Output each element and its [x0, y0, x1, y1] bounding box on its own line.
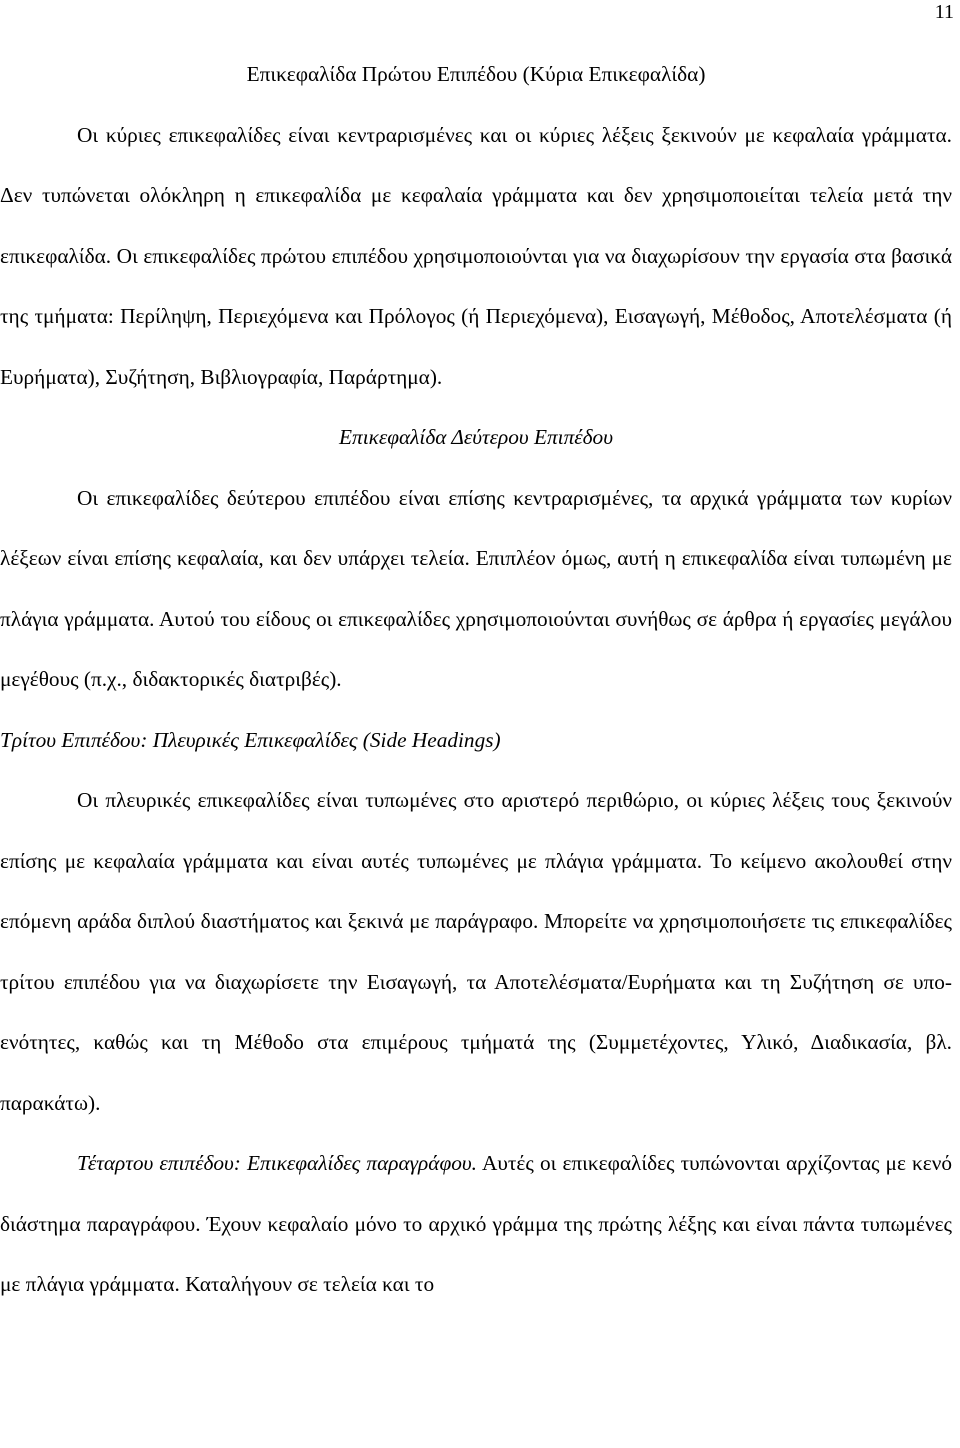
heading-level-1-paragraph: Οι κύριες επικεφαλίδες είναι κεντραρισμένες και οι κύριες λέξεις ξεκινούν με κεφαλαία γράμματα. Δεν τυπώνεται ολόκληρη η επικεφαλίδα με κεφαλαία γράμματα και δεν χρησιμοποιείται τελεία μετά την επικεφαλίδα. Οι επικεφαλίδες πρώτου επιπέδου χρησιμοποιούνται για να διαχωρίσουν την εργασία στα βασικά της τμήματα: Περίληψη, Περιεχόμενα και Πρόλογος (ή Περιεχόμενα), Εισαγωγή, Μέθοδος, Αποτελέσματα (ή Ευρήματα), Συζήτηση, Βιβλιογραφία, Παράρτημα). [0, 122, 952, 389]
page-number: 11 [934, 1, 954, 23]
heading-level-2-title: Επικεφαλίδα Δεύτερου Επιπέδου [339, 425, 613, 449]
heading-level-3-paragraph: Οι πλευρικές επικεφαλίδες είναι τυπωμένες στο αριστερό περιθώριο, οι κύριες λέξεις τους ξεκινούν επίσης με κεφαλαία γράμματα και είναι αυτές τυπωμένες με πλάγια γράμματα. Το κείμενο ακολουθεί στην επόμενη αράδα διπλού διαστήματος και ξεκινά με παράγραφο. Μπορείτε να χρησιμοποιήσετε τις επικεφαλίδες τρίτου επιπέδου για να διαχωρίσετε την Εισαγωγή, τα Αποτελέσματα/Ευρήματα και τη Συζήτηση σε υπο-ενότητες, καθώς και τη Μέθοδο στα επιμέρους τμήματά της (Συμμετέχοντες, Υλικό, Διαδικασία, βλ. παρακάτω). [0, 788, 952, 1115]
heading-level-2-paragraph: Οι επικεφαλίδες δεύτερου επιπέδου είναι επίσης κεντραρισμένες, τα αρχικά γράμματα των κυρίων λέξεων είναι επίσης κεφαλαία, και δεν υπάρχει τελεία. Επιπλέον όμως, αυτή η επικεφαλίδα είναι τυπωμένη με πλάγια γράμματα. Αυτού του είδους οι επικεφαλίδες χρησιμοποιούνται συνήθως σε άρθρα ή εργασίες μεγάλου μεγέθους (π.χ., διδακτορικές διατριβές). [0, 485, 952, 691]
heading-level-4-title: Τέταρτου επιπέδου: Επικεφαλίδες παραγράφου. [77, 1151, 477, 1175]
heading-level-1-title: Επικεφαλίδα Πρώτου Επιπέδου (Κύρια Επικεφαλίδα) [246, 62, 706, 86]
heading-level-4-paragraph [0, 1133, 952, 1315]
heading-level-4-text: Αυτές οι επικεφαλίδες τυπώνονται αρχίζοντας με κενό διάστημα παραγράφου. Έχουν κεφαλαίο μόνο το αρχικό γράμμα της πρώτης λέξης και είναι πάντα τυπωμένες με πλάγια γράμματα. Καταλήγουν σε τελεία και το [0, 1151, 953, 1296]
document-body [0, 44, 952, 1315]
heading-level-3-title: Τρίτου Επιπέδου: Πλευρικές Επικεφαλίδες (Side Headings) [0, 727, 501, 752]
